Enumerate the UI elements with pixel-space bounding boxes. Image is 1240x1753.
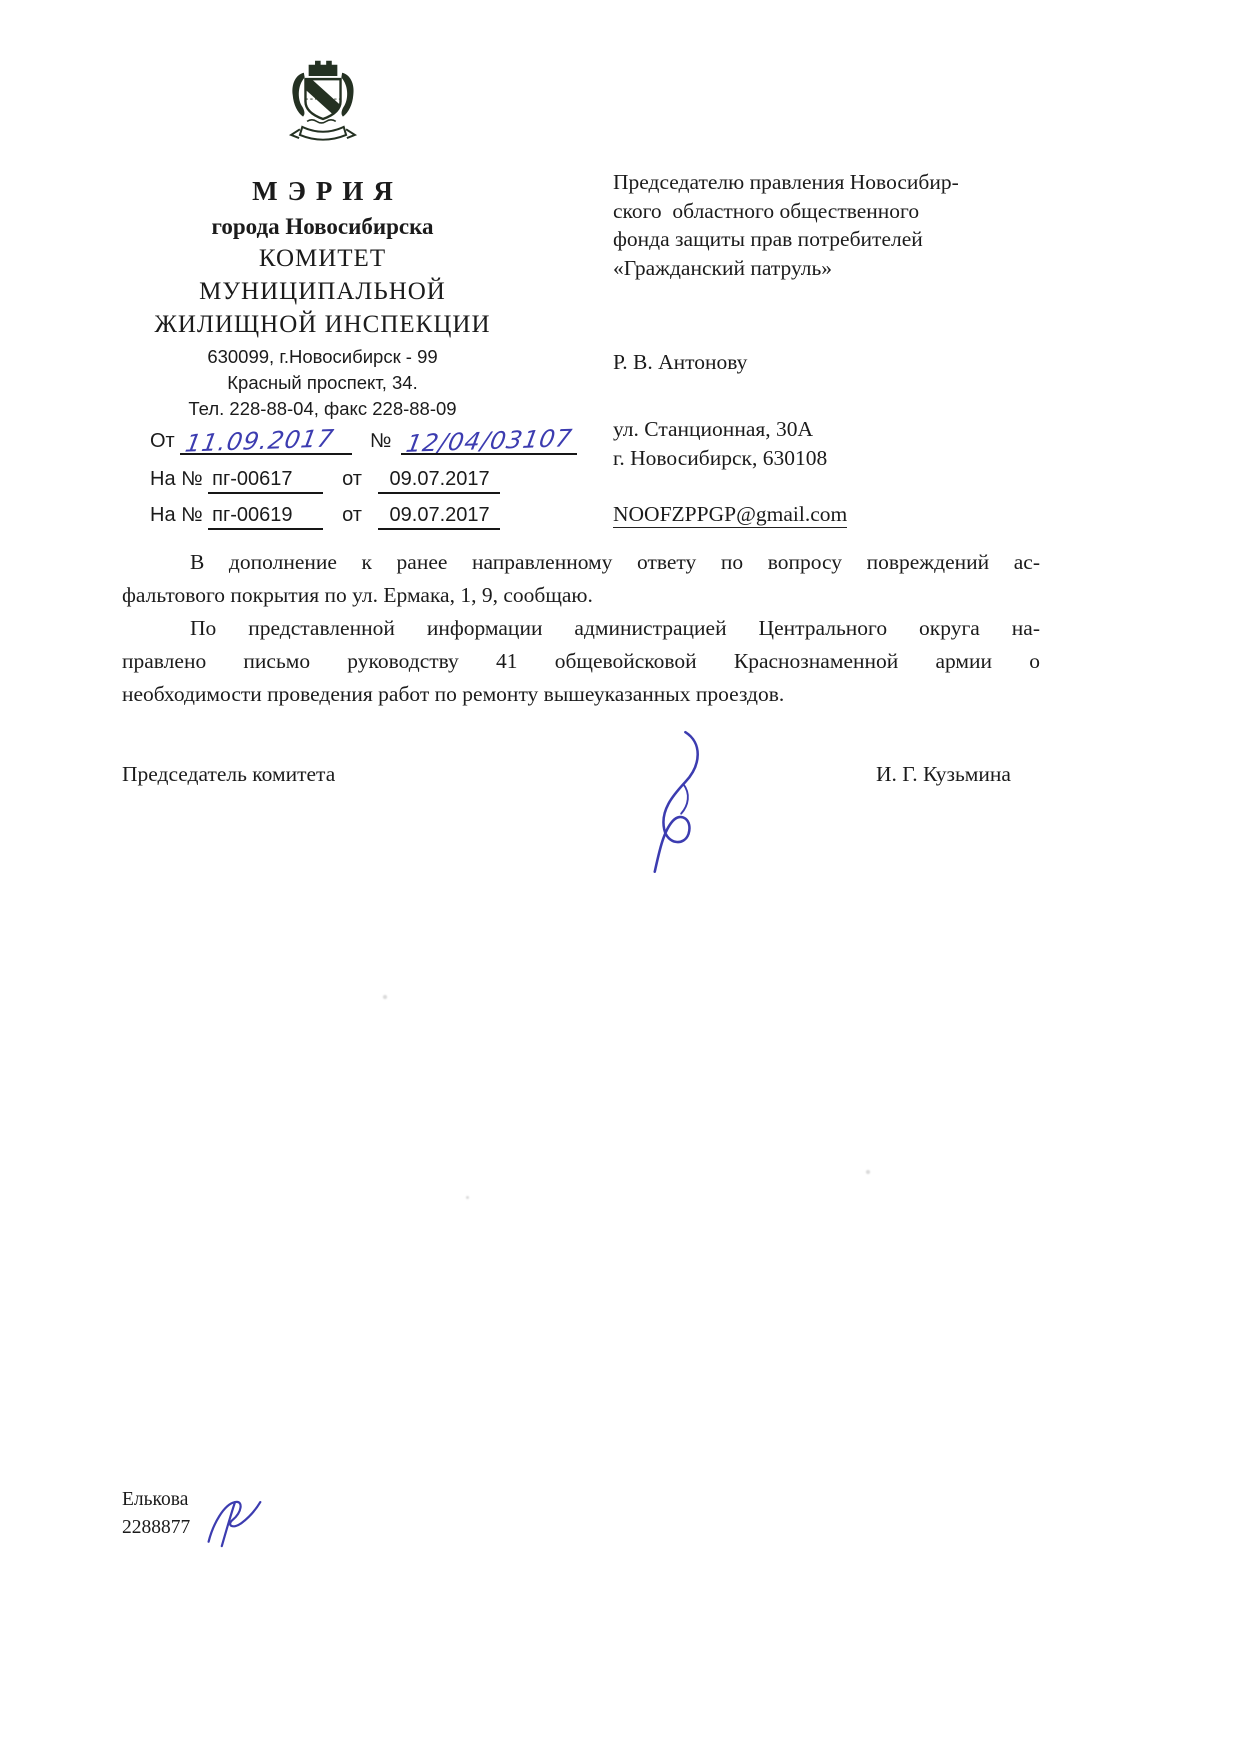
recipient-email: NOOFZPPGP@gmail.com bbox=[613, 502, 848, 526]
ref1-label: На № bbox=[150, 468, 203, 490]
scan-noise-speck bbox=[466, 1196, 469, 1199]
recipient-name: Р. В. Антонову bbox=[613, 350, 748, 374]
recipient-street: ул. Станционная, 30А bbox=[613, 417, 814, 441]
ref1-from-label: от bbox=[342, 468, 362, 490]
ref1-number: пг-00617 bbox=[208, 468, 322, 494]
ref2-label: На № bbox=[150, 504, 203, 526]
sender-street-address: Красный проспект, 34. bbox=[227, 372, 418, 393]
incoming-ref-row-2 bbox=[100, 504, 545, 527]
scan-noise-speck bbox=[866, 1170, 870, 1174]
outgoing-date-label: От bbox=[150, 430, 175, 452]
recipient-email-row bbox=[613, 502, 847, 527]
handwritten-initials bbox=[202, 1494, 268, 1552]
body-line: фальтового покрытия по ул. Ермака, 1, 9, сообщаю. bbox=[122, 583, 593, 607]
ref2-number: пг-00619 bbox=[208, 504, 322, 530]
recipient-organization bbox=[613, 168, 1093, 282]
recipient-org-line: Председателю правления Новосибир- bbox=[613, 170, 959, 194]
sender-org-committee: КОМИТЕТ bbox=[258, 245, 387, 272]
recipient-org-line: фонда защиты прав потребителей bbox=[613, 227, 923, 251]
sender-org-committee-2: МУНИЦИПАЛЬНОЙ bbox=[199, 278, 446, 305]
sender-org-city: города Новосибирска bbox=[211, 214, 434, 239]
sender-phone: Тел. 228-88-04, факс 228-88-09 bbox=[188, 398, 457, 419]
handwritten-number: 12/04/03107 bbox=[403, 424, 575, 458]
recipient-org-line: ского областного общественного bbox=[613, 198, 920, 223]
recipient-org-line: «Гражданский патруль» bbox=[613, 255, 833, 280]
body-line: По представленной информации администрацией Центрального округа на- bbox=[190, 616, 1040, 640]
handwritten-signature bbox=[628, 728, 728, 876]
signer-position: Председатель комитета bbox=[122, 762, 336, 786]
novosibirsk-coat-of-arms-icon bbox=[275, 60, 371, 162]
signer-name: И. Г. Кузьмина bbox=[876, 762, 1011, 786]
outgoing-number-field bbox=[401, 424, 578, 458]
handwritten-date: 11.09.2017 bbox=[183, 424, 337, 458]
ref2-date: 09.07.2017 bbox=[378, 504, 500, 530]
incoming-ref-row-1 bbox=[100, 468, 545, 491]
recipient-block bbox=[613, 168, 1093, 526]
sender-org-committee-3: ЖИЛИЩНОЙ ИНСПЕКЦИИ bbox=[154, 311, 491, 338]
sender-postal-address: 630099, г.Новосибирск - 99 bbox=[207, 346, 438, 367]
scan-noise-speck bbox=[383, 995, 387, 999]
recipient-city: г. Новосибирск, 630108 bbox=[613, 446, 828, 470]
outgoing-ref-line bbox=[100, 424, 575, 458]
letter-body bbox=[122, 546, 1040, 711]
executor-name: Елькова bbox=[122, 1489, 189, 1510]
ref1-date: 09.07.2017 bbox=[378, 468, 500, 494]
recipient-address bbox=[613, 415, 827, 473]
body-line: необходимости проведения работ по ремонту вышеуказанных проездов. bbox=[122, 682, 785, 706]
body-line: правлено письмо руководству 41 общевойсковой Краснознаменной армии о bbox=[122, 649, 1040, 673]
ref2-from-label: от bbox=[342, 504, 362, 526]
executor-phone: 2288877 bbox=[122, 1517, 191, 1538]
sender-block bbox=[100, 60, 575, 527]
outgoing-number-label: № bbox=[369, 430, 392, 452]
outgoing-date-field bbox=[180, 424, 352, 458]
sender-org-name: МЭРИЯ bbox=[252, 176, 403, 206]
body-line: В дополнение к ранее направленному ответу по вопросу повреждений ас- bbox=[190, 550, 1040, 574]
